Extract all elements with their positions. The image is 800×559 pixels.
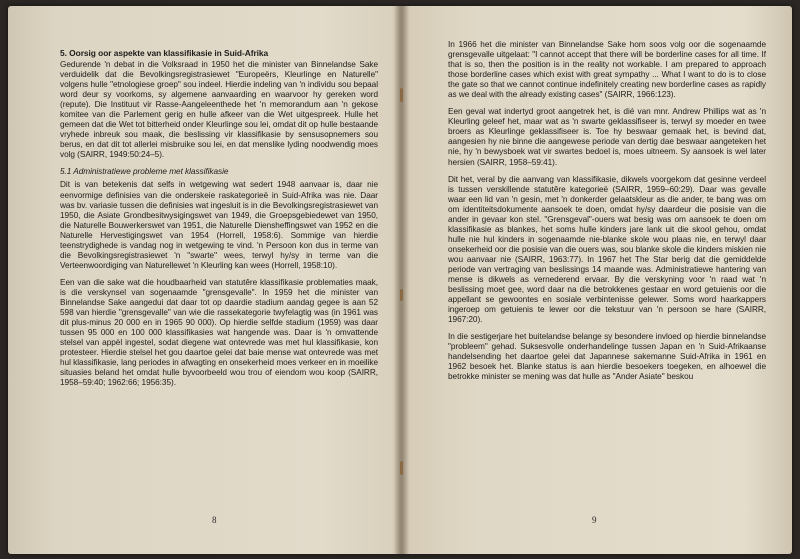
- paragraph: Gedurende 'n debat in die Volksraad in 1950 het die minister van Binnelandse Sake verduidelik dat die Bevolkingsregistrasiewet "Europeërs, Kleurlinge en Naturelle" volgens hulle "etnologiese groep" sou indeel. Hierdie indeling van 'n individu sou bepaal word deur sy voorkoms, sy algemene aanvaarding en waarvoor hy gereken word (repute). Die Instituut vir Rasse-Aangeleenthede het 'n memorandum aan 'n gekose komitee van die Parlement gerig en hulle afkeer van die Wet uitgespreek. Hulle het gemeen dat die Wet tot bitterheid onder Kleurlinge sou lei, omdat dit op hulle bestaande vryhede inbreuk sou maak, die beslissing vir klassifikasie by sensusopnemers sou berus, en dat dit tot allerlei misbruike sou lei, en dat menslike lyding noodwendig moes volg (SAIRR, 1949:50:24–5).: [60, 60, 378, 160]
- paragraph: Een van die sake wat die houdbaarheid van statutêre klassifikasie problematies maak, is die verskynsel van sogenaamde "grensgevalle". In 1959 het die minister van Binnelandse Sake aangedui dat daar tot op daardie stadium aandag gegee is aan 52 598 van hierdie "grensgevalle" van wie die rassekategorie twyfelagtig was (in 1961 was dit plus-minus 20 000 en in 1965 90 000). Op hierdie selfde stadium (1959) was daar tussen 95 000 en 100 000 klassifikasies wat hangende was. Daar is 'n omvattende stelsel van appèl ingestel, sodat diegene wat ontevrede was met hul klassifikasie, kon protesteer. Hierdie stelsel het gou daartoe gelei dat baie mense wat ontevrede was met hul klassifikasie, lang periodes in afwagting en onsekerheid moes verkeer en in moeilike situasies beland het omdat hulle byvoorbeeld wou trou of eiendom wou koop (SAIRR, 1958–59:40; 1962:66; 1956:35).: [60, 277, 378, 388]
- paragraph: In die sestigerjare het buitelandse belange sy besondere invloed op hierdie binnelandse "probleem" gehad. Suksesvolle onderhandelinge tussen Japan en 'n Suid-Afrikaanse handelsending het daartoe gelei dat Japannese sakemanne Suid-Afrika in 1961 en 1962 besoek het. Blanke status is aan hierdie besoekers toegeken, en alhoewel die betrokke minister se mening was dat hulle as "Ander Asiate" beskou: [448, 332, 766, 382]
- left-page: [60, 38, 378, 395]
- page-number-right: 9: [592, 515, 597, 525]
- paragraph: Een geval wat indertyd groot aangetrek het, is dié van mnr. Andrew Phillips wat as 'n Kleurling geleef het, maar wat as 'n swarte geklassifiseer is, terwyl sy moeder en twee broers as Kleurlinge geklassifiseer is. Toe hy beswaar gemaak het, is bevind dat, aangesien hy nie binne die aangewese periode van dertig dae beswaar aangeteken het nie, hy 'n bewysboek wat vir swartes bedoel is, moes uitneem. Sy aansoek is wel later hersien (SAIRR, 1958–59:41).: [448, 107, 766, 167]
- binding-thread: [400, 461, 403, 475]
- page-number-left: 8: [212, 515, 217, 525]
- paragraph: Dit is van betekenis dat selfs in wetgewing wat sedert 1948 aanvaar is, daar nie eenvormige definisies van die onderskeie raskategorieë in Suid-Afrika was nie. Daar was bv. variasie tussen die definisies wat ingesluit is in die Bevolkingsregistrasiewet van 1950, die Asiate Grondbesitwysigingswet van 1949, die Groepsgebiedewet van 1950, die Naturelle Bouwerkerswet van 1951, die Naturelle Diensheffingswet van 1952 en die Naturelle Hervestigingswet van 1954 (Horrell, 1958:6). Sommige van hierdie teenstrydighede is vandag nog in wetgewing te vind. 'n Persoon kon dus in terme van die Bevolkingsregistrasiewet 'n "swarte" wees, terwyl hy/sy in terme van die Verteenwoordiging van Naturellewet 'n Kleurling kan wees (Horrell, 1958:10).: [60, 180, 378, 270]
- paragraph: In 1966 het die minister van Binnelandse Sake hom soos volg oor die sogenaamde grensgevalle uitgelaat: "I cannot accept that there will be borderline cases for all time. If that is so, then the position is in the reality not workable. I am prepared to approach those borderline cases which exist with great sympathy ... What I want to do is to close the gate so that we cannot continue indefinitely creating new borderline cases as rapidly as we deal with the already existing cases" (SAIRR, 1966:123).: [448, 40, 766, 100]
- binding-thread: [400, 289, 403, 301]
- subsection-heading: 5.1 Administratiewe probleme met klassifikasie: [60, 167, 229, 177]
- right-page: [448, 40, 766, 390]
- book-spread: [8, 6, 792, 554]
- binding-thread: [400, 88, 403, 102]
- section-heading: 5. Oorsig oor aspekte van klassifikasie in Suid-Afrika: [60, 48, 269, 58]
- paragraph: Dit het, veral by die aanvang van klassifikasie, dikwels voorgekom dat gesinne verdeel is tussen verskillende statutêre kategorieë (SAIRR, 1959–60:29). Daar was gevalle waar een lid van 'n gesin, met 'n donkerder gelaatskleur as die ander, te bang was om om identiteitsdokumente aansoek te doen, omdat hy/sy daardeur die posisie van die ander in gevaar kon stel. "Grensgeval"-ouers wat besig was om aansoek te doen om klassifikasie as blankes, het soms hulle kinders jare lank uit die skool gehou, omdat hulle nie hul kinders in sogenaamde nie-blanke skole wou plaas nie, en terwyl daar onsekerheid oor die posisie van die ouers was, sou blanke skole die kinders miskien nie wou aanvaar nie (SAIRR, 1963:77). In 1967 het The Star berig dat die gemiddelde periode van vertraging van beslissings 14 maande was. Administratiewe hantering van mense is dikwels as vernederend ervaar. By die verskyning voor 'n raad wat 'n beslissing moet gee, word daar na die betrokkenes gestaar en word getuienis oor die appellant se gewoontes en sosiale verbintenisse gelewer. Soms word haarkappers ingeroep om getuienis te lewer oor die tekstuur van 'n persoon se hare (SAIRR, 1967:20).: [448, 174, 766, 325]
